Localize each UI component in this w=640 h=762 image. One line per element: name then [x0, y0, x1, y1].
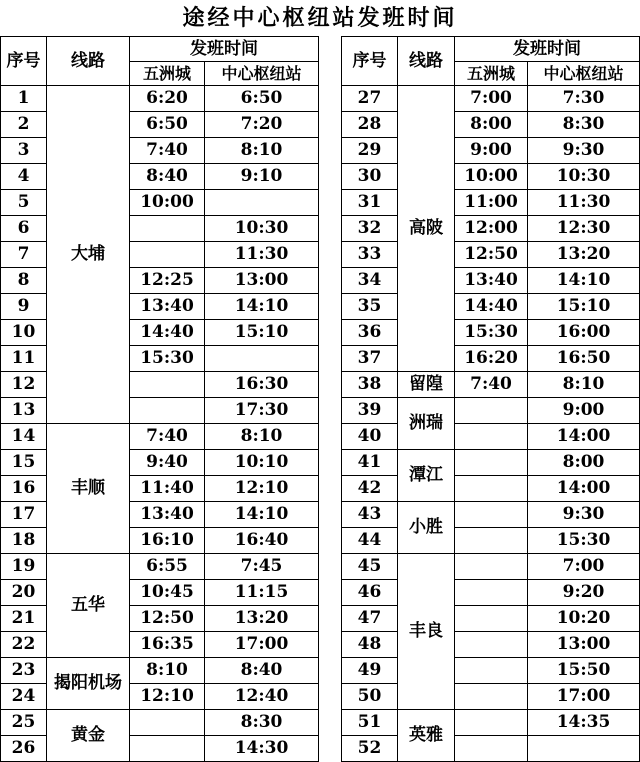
- seq-cell: 16: [1, 476, 47, 502]
- schedule-table-right: [341, 36, 640, 762]
- time-from-b-cell: 16:50: [528, 346, 640, 372]
- time-from-a-cell: 10:00: [130, 190, 205, 216]
- seq-cell: 28: [342, 112, 398, 138]
- time-from-a-cell: 16:10: [130, 528, 205, 554]
- table-row: [342, 710, 640, 736]
- seq-cell: 21: [1, 606, 47, 632]
- seq-cell: 7: [1, 242, 47, 268]
- seq-cell: 37: [342, 346, 398, 372]
- time-from-a-cell: 9:40: [130, 450, 205, 476]
- table-row: [342, 190, 640, 216]
- time-from-a-cell: 8:10: [130, 658, 205, 684]
- table-row: [342, 398, 640, 424]
- seq-cell: 12: [1, 372, 47, 398]
- time-from-b-cell: 10:30: [528, 164, 640, 190]
- header-from-b: 中心枢纽站: [528, 62, 640, 86]
- time-from-b-cell: 9:30: [528, 138, 640, 164]
- time-from-a-cell: 12:00: [455, 216, 528, 242]
- time-from-a-cell: 16:20: [455, 346, 528, 372]
- seq-cell: 34: [342, 268, 398, 294]
- time-from-a-cell: [455, 554, 528, 580]
- time-from-a-cell: [130, 398, 205, 424]
- header-route: 线路: [47, 37, 130, 86]
- table-row: [342, 736, 640, 762]
- time-from-a-cell: 11:40: [130, 476, 205, 502]
- time-from-a-cell: 13:40: [455, 268, 528, 294]
- table-gap: [318, 36, 341, 761]
- seq-cell: 9: [1, 294, 47, 320]
- time-from-b-cell: 7:45: [205, 554, 319, 580]
- time-from-a-cell: 10:00: [455, 164, 528, 190]
- time-from-b-cell: 17:00: [528, 684, 640, 710]
- header-from-a: 五洲城: [455, 62, 528, 86]
- time-from-b-cell: 8:30: [528, 112, 640, 138]
- seq-cell: 40: [342, 424, 398, 450]
- seq-cell: 19: [1, 554, 47, 580]
- table-row: [342, 450, 640, 476]
- time-from-b-cell: 12:40: [205, 684, 319, 710]
- time-from-a-cell: [455, 502, 528, 528]
- table-row: [342, 268, 640, 294]
- table-row: [342, 502, 640, 528]
- time-from-a-cell: 9:00: [455, 138, 528, 164]
- table-row: [342, 216, 640, 242]
- seq-cell: 51: [342, 710, 398, 736]
- seq-cell: 36: [342, 320, 398, 346]
- table-row: [1, 658, 319, 684]
- time-from-b-cell: 6:50: [205, 86, 319, 112]
- time-from-a-cell: 12:10: [130, 684, 205, 710]
- route-name-cell: 洲瑞: [398, 398, 455, 450]
- time-from-b-cell: 11:30: [205, 242, 319, 268]
- seq-cell: 39: [342, 398, 398, 424]
- time-from-b-cell: 14:10: [205, 294, 319, 320]
- time-from-a-cell: 7:00: [455, 86, 528, 112]
- time-from-b-cell: 13:20: [205, 606, 319, 632]
- time-from-a-cell: [130, 372, 205, 398]
- table-row: [342, 684, 640, 710]
- seq-cell: 4: [1, 164, 47, 190]
- seq-cell: 38: [342, 372, 398, 398]
- time-from-a-cell: [455, 476, 528, 502]
- table-row: [342, 346, 640, 372]
- header-departure: 发班时间: [455, 37, 640, 62]
- time-from-a-cell: 11:00: [455, 190, 528, 216]
- time-from-a-cell: 8:40: [130, 164, 205, 190]
- table-row: [342, 424, 640, 450]
- route-name-cell: 黄金: [47, 710, 130, 762]
- time-from-b-cell: 8:00: [528, 450, 640, 476]
- time-from-a-cell: [130, 710, 205, 736]
- time-from-b-cell: 8:10: [528, 372, 640, 398]
- seq-cell: 32: [342, 216, 398, 242]
- seq-cell: 43: [342, 502, 398, 528]
- time-from-b-cell: 13:00: [528, 632, 640, 658]
- table-row: [342, 320, 640, 346]
- route-name-cell: 丰良: [398, 554, 455, 710]
- time-from-b-cell: 9:20: [528, 580, 640, 606]
- time-from-b-cell: 15:10: [528, 294, 640, 320]
- seq-cell: 41: [342, 450, 398, 476]
- seq-cell: 49: [342, 658, 398, 684]
- seq-cell: 2: [1, 112, 47, 138]
- table-row: [342, 86, 640, 112]
- time-from-b-cell: 8:10: [205, 138, 319, 164]
- time-from-b-cell: 11:15: [205, 580, 319, 606]
- header-seq: 序号: [1, 37, 47, 86]
- seq-cell: 52: [342, 736, 398, 762]
- seq-cell: 6: [1, 216, 47, 242]
- time-from-a-cell: [455, 528, 528, 554]
- table-row: [342, 606, 640, 632]
- time-from-a-cell: 15:30: [130, 346, 205, 372]
- time-from-b-cell: 10:30: [205, 216, 319, 242]
- time-from-b-cell: [528, 736, 640, 762]
- time-from-a-cell: 7:40: [455, 372, 528, 398]
- table-row: [342, 476, 640, 502]
- time-from-b-cell: 15:50: [528, 658, 640, 684]
- time-from-a-cell: 14:40: [455, 294, 528, 320]
- table-row: [342, 138, 640, 164]
- seq-cell: 33: [342, 242, 398, 268]
- time-from-a-cell: [455, 424, 528, 450]
- table-row: [342, 658, 640, 684]
- seq-cell: 24: [1, 684, 47, 710]
- time-from-a-cell: 16:35: [130, 632, 205, 658]
- table-row: [342, 164, 640, 190]
- seq-cell: 44: [342, 528, 398, 554]
- seq-cell: 42: [342, 476, 398, 502]
- time-from-b-cell: 14:10: [205, 502, 319, 528]
- seq-cell: 50: [342, 684, 398, 710]
- header-route: 线路: [398, 37, 455, 86]
- seq-cell: 20: [1, 580, 47, 606]
- time-from-b-cell: 14:35: [528, 710, 640, 736]
- seq-cell: 22: [1, 632, 47, 658]
- seq-cell: 27: [342, 86, 398, 112]
- time-from-a-cell: [455, 398, 528, 424]
- time-from-b-cell: 14:30: [205, 736, 319, 762]
- time-from-b-cell: 8:30: [205, 710, 319, 736]
- seq-cell: 11: [1, 346, 47, 372]
- time-from-b-cell: 11:30: [528, 190, 640, 216]
- seq-cell: 30: [342, 164, 398, 190]
- page-title: 途经中心枢纽站发班时间: [182, 5, 458, 31]
- time-from-b-cell: 16:30: [205, 372, 319, 398]
- table-row: [342, 580, 640, 606]
- time-from-a-cell: 8:00: [455, 112, 528, 138]
- time-from-b-cell: 16:40: [205, 528, 319, 554]
- time-from-b-cell: 10:20: [528, 606, 640, 632]
- seq-cell: 10: [1, 320, 47, 346]
- route-name-cell: 留隍: [398, 372, 455, 398]
- table-row: [1, 86, 319, 112]
- header-from-b: 中心枢纽站: [205, 62, 319, 86]
- seq-cell: 17: [1, 502, 47, 528]
- time-from-a-cell: [455, 684, 528, 710]
- seq-cell: 14: [1, 424, 47, 450]
- time-from-b-cell: 14:10: [528, 268, 640, 294]
- time-from-a-cell: 12:50: [455, 242, 528, 268]
- route-name-cell: 揭阳机场: [47, 658, 130, 710]
- route-name-cell: 丰顺: [47, 424, 130, 554]
- time-from-b-cell: 13:20: [528, 242, 640, 268]
- time-from-b-cell: 8:40: [205, 658, 319, 684]
- time-from-b-cell: 15:10: [205, 320, 319, 346]
- time-from-a-cell: 7:40: [130, 424, 205, 450]
- seq-cell: 48: [342, 632, 398, 658]
- table-row: [342, 632, 640, 658]
- seq-cell: 47: [342, 606, 398, 632]
- time-from-a-cell: [455, 736, 528, 762]
- time-from-a-cell: [130, 216, 205, 242]
- time-from-b-cell: 10:10: [205, 450, 319, 476]
- time-from-a-cell: [130, 242, 205, 268]
- time-from-a-cell: 15:30: [455, 320, 528, 346]
- time-from-b-cell: 7:00: [528, 554, 640, 580]
- seq-cell: 15: [1, 450, 47, 476]
- seq-cell: 29: [342, 138, 398, 164]
- time-from-a-cell: 13:40: [130, 502, 205, 528]
- time-from-b-cell: 8:10: [205, 424, 319, 450]
- time-from-a-cell: [455, 658, 528, 684]
- time-from-a-cell: 6:50: [130, 112, 205, 138]
- time-from-b-cell: 13:00: [205, 268, 319, 294]
- table-row: [342, 528, 640, 554]
- seq-cell: 18: [1, 528, 47, 554]
- time-from-a-cell: 6:20: [130, 86, 205, 112]
- time-from-b-cell: 16:00: [528, 320, 640, 346]
- time-from-b-cell: 9:00: [528, 398, 640, 424]
- route-name-cell: 英雅: [398, 710, 455, 762]
- header-departure: 发班时间: [130, 37, 319, 62]
- route-name-cell: 潭江: [398, 450, 455, 502]
- table-row: [1, 554, 319, 580]
- seq-cell: 45: [342, 554, 398, 580]
- time-from-a-cell: 12:50: [130, 606, 205, 632]
- time-from-b-cell: 17:30: [205, 398, 319, 424]
- route-name-cell: 高陂: [398, 86, 455, 372]
- time-from-b-cell: 14:00: [528, 476, 640, 502]
- seq-cell: 25: [1, 710, 47, 736]
- time-from-a-cell: [455, 450, 528, 476]
- time-from-b-cell: 17:00: [205, 632, 319, 658]
- time-from-b-cell: [205, 346, 319, 372]
- seq-cell: 35: [342, 294, 398, 320]
- time-from-a-cell: 6:55: [130, 554, 205, 580]
- header-row: [1, 37, 319, 62]
- time-from-b-cell: 12:10: [205, 476, 319, 502]
- seq-cell: 1: [1, 86, 47, 112]
- route-name-cell: 大埔: [47, 86, 130, 424]
- table-row: [342, 372, 640, 398]
- time-from-a-cell: 7:40: [130, 138, 205, 164]
- route-name-cell: 五华: [47, 554, 130, 658]
- table-row: [342, 242, 640, 268]
- seq-cell: 3: [1, 138, 47, 164]
- time-from-a-cell: [455, 606, 528, 632]
- table-row: [342, 112, 640, 138]
- seq-cell: 46: [342, 580, 398, 606]
- header-seq: 序号: [342, 37, 398, 86]
- time-from-a-cell: 12:25: [130, 268, 205, 294]
- table-row: [1, 710, 319, 736]
- time-from-a-cell: 14:40: [130, 320, 205, 346]
- seq-cell: 26: [1, 736, 47, 762]
- time-from-a-cell: 10:45: [130, 580, 205, 606]
- route-name-cell: 小胜: [398, 502, 455, 554]
- table-row: [342, 294, 640, 320]
- time-from-a-cell: [455, 710, 528, 736]
- seq-cell: 8: [1, 268, 47, 294]
- seq-cell: 23: [1, 658, 47, 684]
- time-from-a-cell: [130, 736, 205, 762]
- header-from-a: 五洲城: [130, 62, 205, 86]
- time-from-b-cell: 12:30: [528, 216, 640, 242]
- time-from-a-cell: [455, 580, 528, 606]
- schedule-table-left: [0, 36, 319, 762]
- time-from-b-cell: 9:10: [205, 164, 319, 190]
- time-from-b-cell: 15:30: [528, 528, 640, 554]
- table-row: [342, 554, 640, 580]
- time-from-b-cell: 14:00: [528, 424, 640, 450]
- seq-cell: 5: [1, 190, 47, 216]
- time-from-b-cell: 9:30: [528, 502, 640, 528]
- time-from-b-cell: 7:30: [528, 86, 640, 112]
- seq-cell: 13: [1, 398, 47, 424]
- time-from-a-cell: 13:40: [130, 294, 205, 320]
- time-from-b-cell: 7:20: [205, 112, 319, 138]
- seq-cell: 31: [342, 190, 398, 216]
- time-from-a-cell: [455, 632, 528, 658]
- time-from-b-cell: [205, 190, 319, 216]
- header-row: [342, 37, 640, 62]
- table-row: [1, 424, 319, 450]
